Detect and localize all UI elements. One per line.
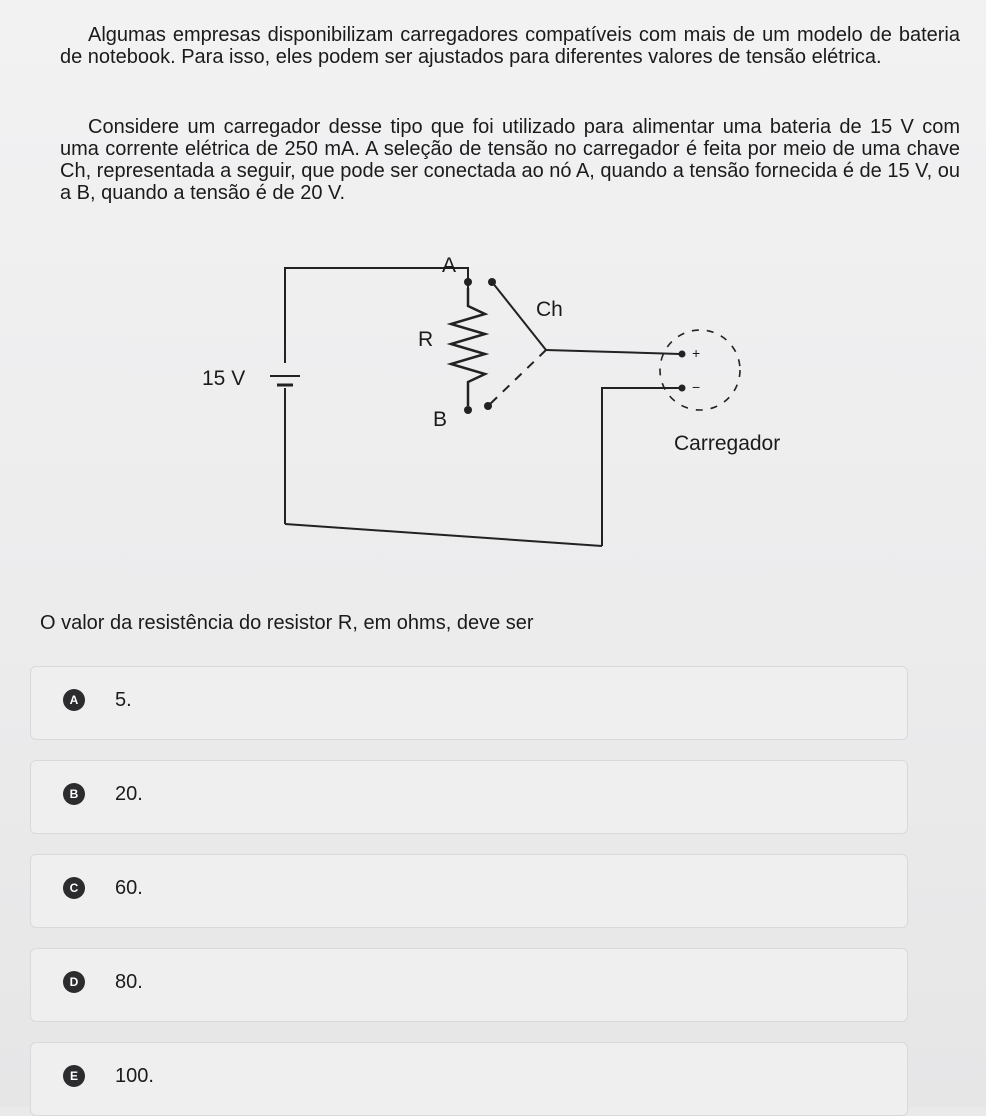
option-value: 100.	[115, 1065, 154, 1087]
option-value: 20.	[115, 783, 143, 805]
option-c[interactable]	[30, 854, 908, 928]
minus-sign: −	[692, 379, 701, 395]
node-a-label: A	[442, 254, 457, 277]
option-e[interactable]	[30, 1042, 908, 1116]
option-letter: D	[63, 971, 85, 993]
option-d[interactable]	[30, 948, 908, 1022]
option-letter: E	[63, 1065, 85, 1087]
charger-label: Carregador	[674, 432, 781, 455]
option-b[interactable]	[30, 760, 908, 834]
node-b-label: B	[433, 408, 448, 431]
circuit-diagram	[180, 248, 820, 558]
option-letter: A	[63, 689, 85, 711]
option-letter: B	[63, 783, 85, 805]
resistor-label: R	[418, 328, 434, 351]
option-a[interactable]	[30, 666, 908, 740]
question-text: O valor da resistência do resistor R, em ohms, deve ser	[40, 612, 534, 634]
intro-text: Algumas empresas disponibilizam carregadores compatíveis com mais de um modelo de bateria de notebook. Para isso, eles podem ser ajustados para diferentes valores de tensão elétrica.	[60, 24, 960, 68]
option-value: 60.	[115, 877, 143, 899]
battery-label: 15 V	[202, 367, 246, 390]
option-letter: C	[63, 877, 85, 899]
plus-sign: +	[692, 345, 701, 361]
switch-label: Ch	[536, 298, 563, 321]
context-paragraph	[60, 116, 960, 204]
option-value: 5.	[115, 689, 132, 711]
intro-paragraph	[60, 24, 960, 68]
option-value: 80.	[115, 971, 143, 993]
context-text: Considere um carregador desse tipo que foi utilizado para alimentar uma bateria de 15 V com uma corrente elétrica de 250 mA. A seleção de tensão no carregador é feita por meio de uma chave Ch, representada a seguir, que pode ser conectada ao nó A, quando a tensão fornecida é de 15 V, ou a B, quando a tensão é de 20 V.	[60, 116, 960, 204]
